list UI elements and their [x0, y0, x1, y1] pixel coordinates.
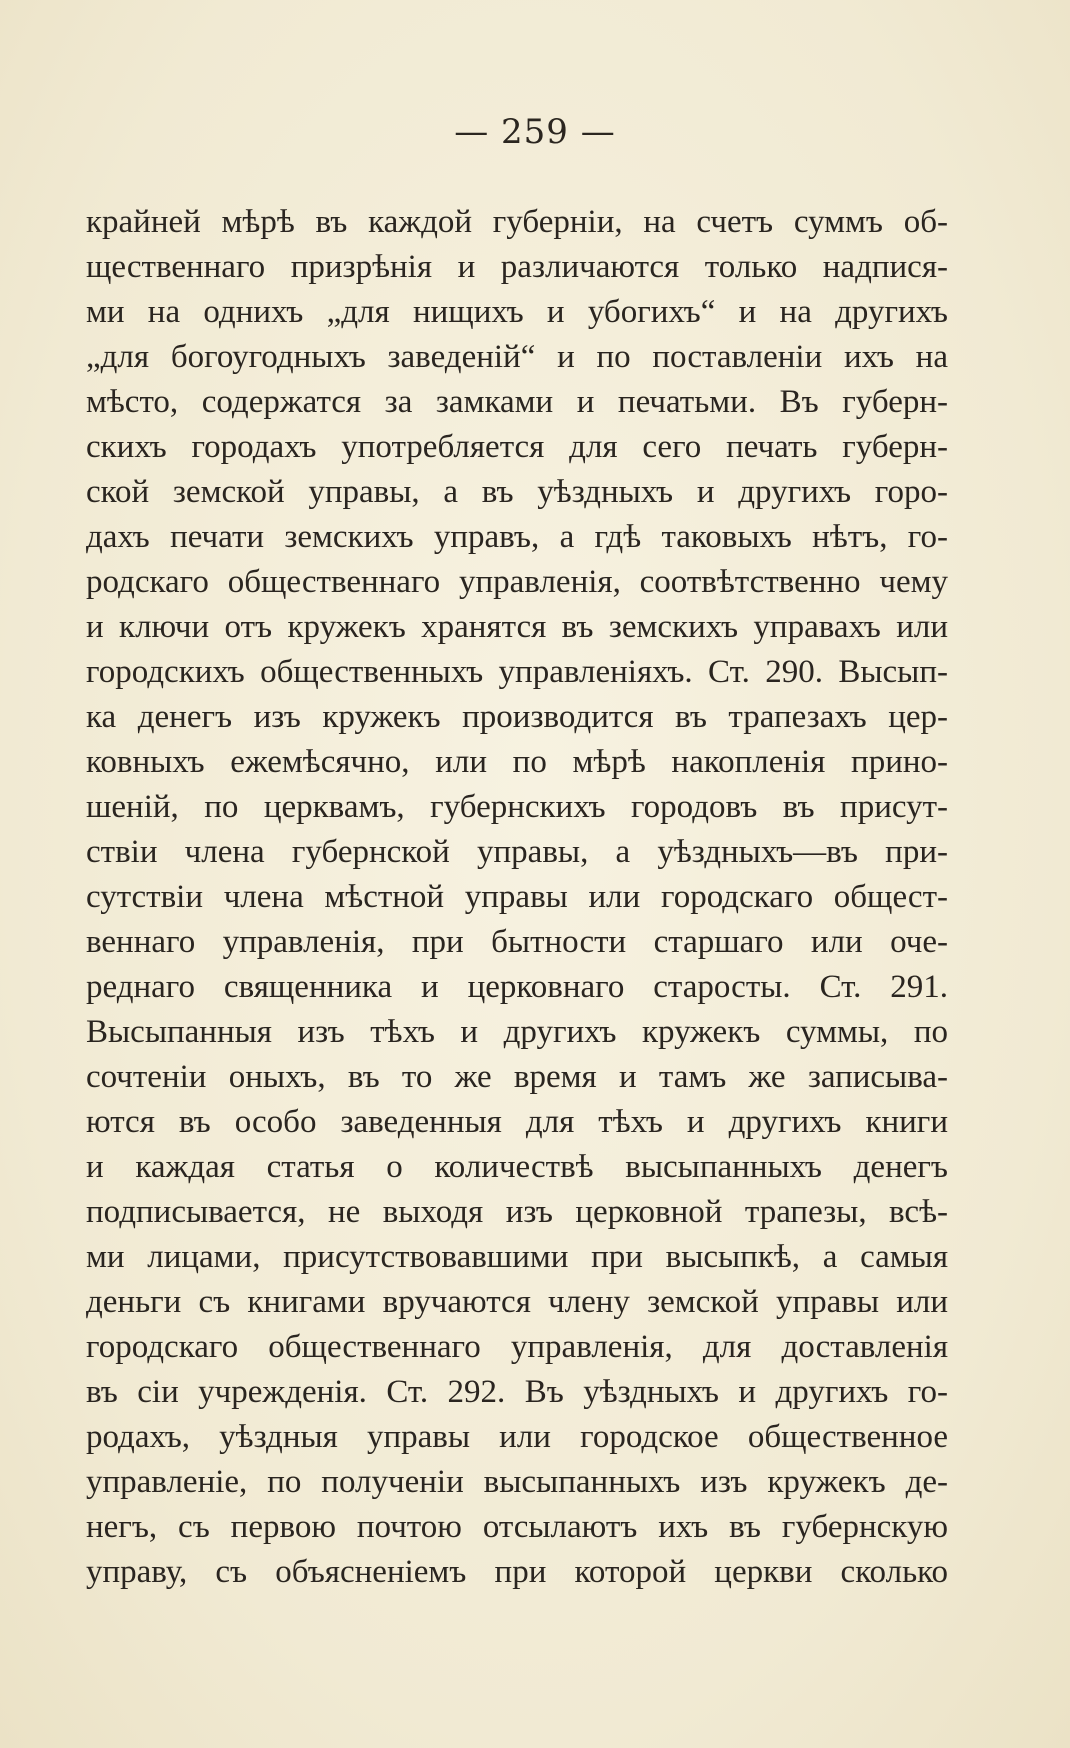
text-line: ка денегъ изъ кружекъ производится въ трапезахъ цер- — [86, 699, 948, 735]
text-line: родахъ, уѣздныя управы или городское общественное — [86, 1419, 948, 1455]
text-line: негъ, съ первою почтою отсылаютъ ихъ въ губернскую — [86, 1509, 948, 1545]
text-line: реднаго священника и церковнаго старосты. Ст. 291. — [86, 969, 948, 1005]
text-line: деньги съ книгами вручаются члену земской управы или — [86, 1284, 948, 1320]
body-text — [86, 200, 948, 1595]
text-line: ствіи члена губернской управы, а уѣздныхъ—въ при- — [86, 834, 948, 870]
text-line: ми лицами, присутствовавшими при высыпкѣ, а самыя — [86, 1239, 948, 1275]
text-line: сочтеніи оныхъ, въ то же время и тамъ же записыва- — [86, 1059, 948, 1095]
text-line: „для богоугодныхъ заведеній“ и по поставленіи ихъ на — [86, 339, 948, 375]
text-line: городскихъ общественныхъ управленіяхъ. Ст. 290. Высып- — [86, 654, 948, 690]
text-line: сутствіи члена мѣстной управы или городскаго общест- — [86, 879, 948, 915]
text-line: городскаго общественнаго управленія, для доставленія — [86, 1329, 948, 1365]
text-line: Высыпанныя изъ тѣхъ и другихъ кружекъ суммы, по — [86, 1014, 948, 1050]
text-line: родскаго общественнаго управленія, соотвѣтственно чему — [86, 564, 948, 600]
page-number: — 259 — — [454, 112, 616, 152]
text-line: крайней мѣрѣ въ каждой губерніи, на счетъ суммъ об- — [86, 204, 948, 240]
text-line: управу, съ объясненіемъ при которой церкви сколько — [86, 1554, 948, 1590]
text-line: ются въ особо заведенныя для тѣхъ и другихъ книги — [86, 1104, 948, 1140]
text-line: подписывается, не выходя изъ церковной трапезы, всѣ- — [86, 1194, 948, 1230]
text-line: ской земской управы, а въ уѣздныхъ и другихъ горо- — [86, 474, 948, 510]
text-line: дахъ печати земскихъ управъ, а гдѣ таковыхъ нѣтъ, го- — [86, 519, 948, 555]
text-line: шеній, по церквамъ, губернскихъ городовъ въ присут- — [86, 789, 948, 825]
text-line: и ключи отъ кружекъ хранятся въ земскихъ управахъ или — [86, 609, 948, 645]
text-line: и каждая статья о количествѣ высыпанныхъ денегъ — [86, 1149, 948, 1185]
text-line: веннаго управленія, при бытности старшаго или оче- — [86, 924, 948, 960]
text-line: мѣсто, содержатся за замками и печатьми. Въ губерн- — [86, 384, 948, 420]
text-line: ковныхъ ежемѣсячно, или по мѣрѣ накопленія прино- — [86, 744, 948, 780]
text-line: ми на однихъ „для нищихъ и убогихъ“ и на другихъ — [86, 294, 948, 330]
text-line: въ сіи учрежденія. Ст. 292. Въ уѣздныхъ и другихъ го- — [86, 1374, 948, 1410]
text-line: управленіе, по полученіи высыпанныхъ изъ кружекъ де- — [86, 1464, 948, 1500]
text-line: щественнаго призрѣнія и различаются только надпися- — [86, 249, 948, 285]
text-line: скихъ городахъ употребляется для сего печать губерн- — [86, 429, 948, 465]
